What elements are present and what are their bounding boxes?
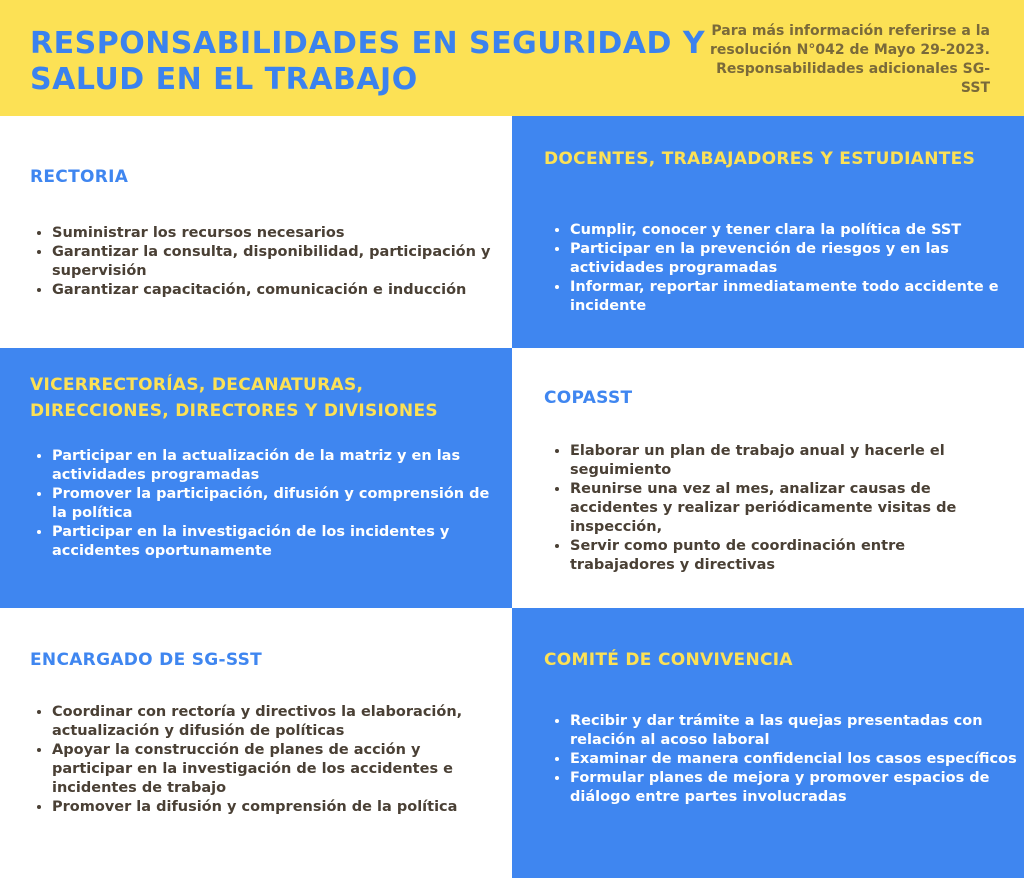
list-item: • Garantizar capacitación, comunicación e inducción — [52, 281, 492, 300]
responsibility-list — [30, 447, 497, 561]
section-vicerrectorias — [0, 348, 512, 608]
section-title: VICERRECTORÍAS, DECANATURAS, DIRECCIONES, DIRECTORES Y DIVISIONES — [30, 375, 438, 421]
responsibility-list — [30, 224, 492, 300]
list-item: • Coordinar con rectoría y directivos la elaboración, actualización y difusión de políticas — [52, 703, 502, 741]
reference-note: Para más información referirse a la resolución N°042 de Mayo 29-2023. Responsabilidades adicionales SG-SST — [709, 23, 990, 96]
section-title: COMITÉ DE CONVIVENCIA — [544, 650, 793, 670]
header-banner — [0, 0, 1024, 116]
list-item: • Apoyar la construcción de planes de acción y participar en la investigación de los accidentes e incidentes de trabajo — [52, 741, 502, 798]
section-title: RECTORIA — [30, 167, 129, 187]
section-title: COPASST — [544, 388, 633, 408]
list-item: • Participar en la prevención de riesgos y en las actividades programadas — [570, 240, 1010, 278]
list-item: • Cumplir, conocer y tener clara la política de SST — [570, 221, 1010, 240]
page-title: RESPONSABILIDADES EN SEGURIDAD Y SALUD EN EL TRABAJO — [30, 26, 706, 97]
responsibility-list — [30, 703, 502, 817]
responsibility-list — [548, 442, 1010, 575]
list-item: • Recibir y dar trámite a las quejas presentadas con relación al acoso laboral — [570, 712, 1020, 750]
list-item: • Participar en la investigación de los incidentes y accidentes oportunamente — [52, 523, 497, 561]
list-item: • Participar en la actualización de la matriz y en las actividades programadas — [52, 447, 497, 485]
section-encargado — [0, 608, 512, 878]
list-item: • Examinar de manera confidencial los casos específicos — [570, 750, 1020, 769]
list-item: • Formular planes de mejora y promover espacios de diálogo entre partes involucradas — [570, 769, 1020, 807]
list-item: • Elaborar un plan de trabajo anual y hacerle el seguimiento — [570, 442, 1010, 480]
section-docentes — [512, 116, 1024, 348]
section-copasst — [512, 348, 1024, 608]
list-item: • Informar, reportar inmediatamente todo accidente e incidente — [570, 278, 1010, 316]
list-item: • Suministrar los recursos necesarios — [52, 224, 492, 243]
list-item: • Promover la difusión y comprensión de la política — [52, 798, 502, 817]
responsibility-list — [548, 712, 1020, 807]
list-item: • Garantizar la consulta, disponibilidad, participación y supervisión — [52, 243, 492, 281]
section-rectoria — [0, 116, 512, 348]
section-title: ENCARGADO DE SG-SST — [30, 650, 263, 670]
section-title: DOCENTES, TRABAJADORES Y ESTUDIANTES — [544, 149, 976, 169]
list-item: • Reunirse una vez al mes, analizar causas de accidentes y realizar periódicamente visitas de inspección, — [570, 480, 1010, 537]
responsibility-list — [548, 221, 1010, 316]
list-item: • Promover la participación, difusión y comprensión de la política — [52, 485, 497, 523]
list-item: • Servir como punto de coordinación entre trabajadores y directivas — [570, 537, 1010, 575]
section-comite — [512, 608, 1024, 878]
